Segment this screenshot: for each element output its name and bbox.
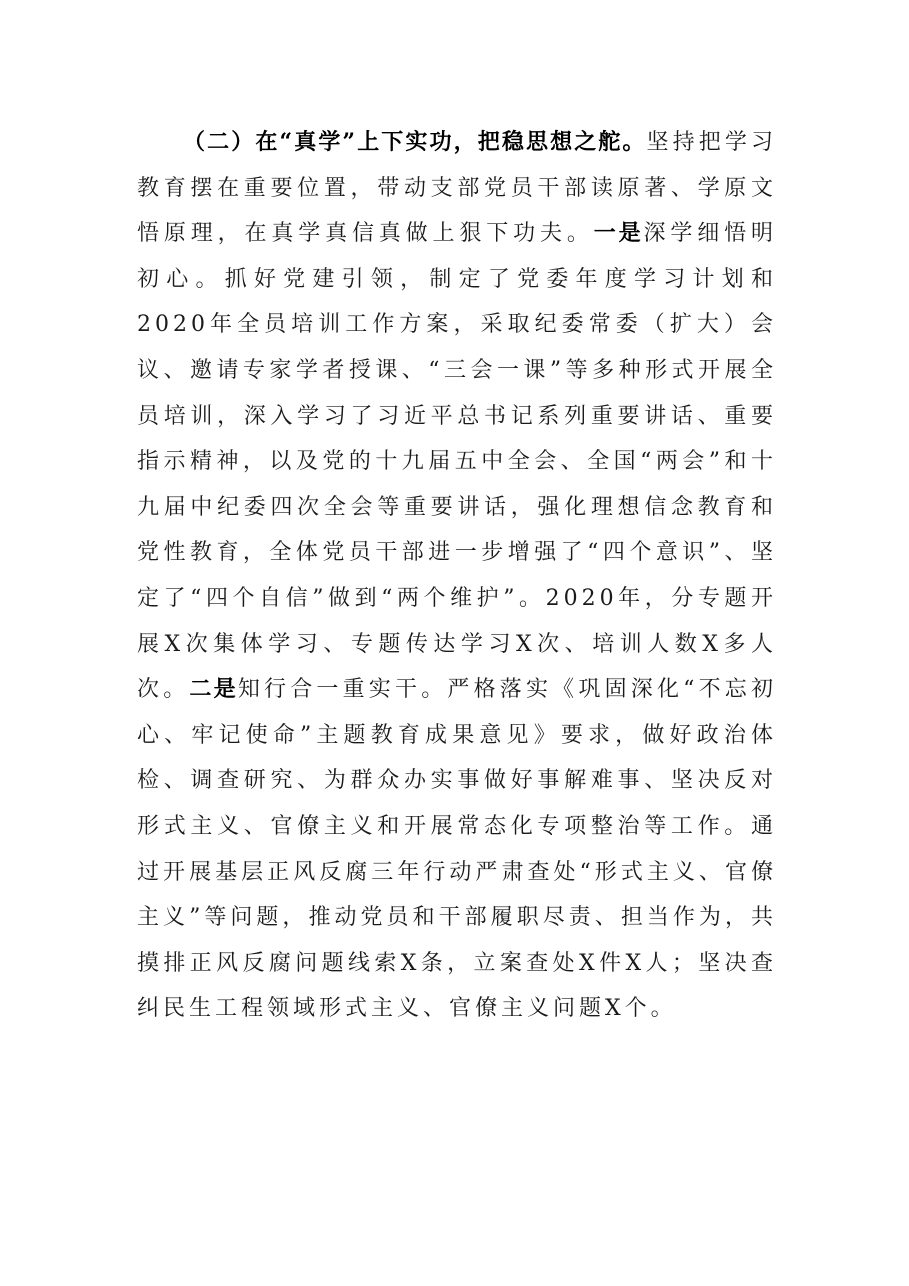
- point-one-text: 深学细悟明初心。抓好党建引领，制定了党委年度学习计划和2020年全员培训工作方案，采取纪委常委（扩大）会议、邀请专家学者授课、“三会一课”等多种形式开展全员培训，深入学习了习近平总书记系列重要讲话、重要指示精神，以及党的十九届五中全会、全国“两会”和十九届中纪委四次全会等重要讲话，强化理想信念教育和党性教育，全体党员干部进一步增强了“四个意识”、坚定了“四个自信”做到“两个维护”。2020年，分专题开展X次集体学习、专题传达学习X次、培训人数X多人次。: [137, 221, 777, 703]
- body-paragraph: [137, 120, 777, 1032]
- section-heading: （二）在“真学”上下实功，把稳思想之舵。: [183, 129, 647, 155]
- point-two-text: 知行合一重实干。严格落实《巩固深化“不忘初心、牢记使命”主题教育成果意见》要求，做好政治体检、调查研究、为群众办实事做好事解难事、坚决反对形式主义、官僚主义和开展常态化专项整治等工作。通过开展基层正风反腐三年行动严肃查处“形式主义、官僚主义”等问题，推动党员和干部履职尽责、担当作为，共摸排正风反腐问题线索X条，立案查处X件X人；坚决查纠民生工程领域形式主义、官僚主义问题X个。: [137, 677, 777, 1022]
- point-two-label: 二是: [189, 676, 238, 703]
- intro-text: 坚持把学习教育摆在重要位置，带动支部党员干部读原著、学原文悟原理，在真学真信真做上狠下功夫。: [137, 130, 777, 247]
- point-one-label: 一是: [593, 220, 644, 247]
